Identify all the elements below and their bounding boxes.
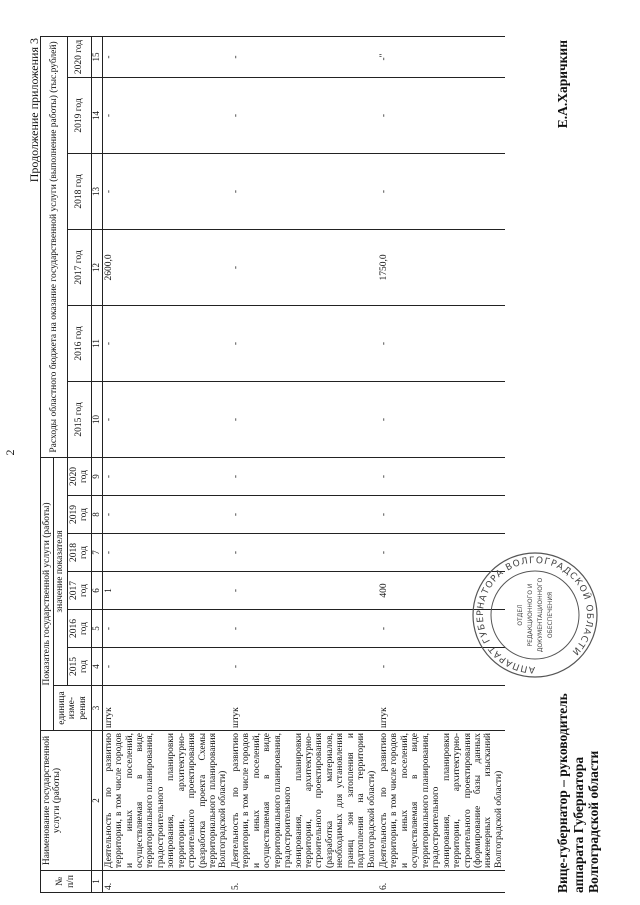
year-header: 2016 год bbox=[67, 305, 91, 381]
indicator-value: - bbox=[230, 648, 378, 686]
year-header: 2015 год bbox=[67, 381, 91, 457]
year-header: 2019 год bbox=[67, 77, 91, 153]
column-number: 9 bbox=[91, 457, 102, 495]
column-number: 1 bbox=[91, 871, 102, 893]
column-number-row bbox=[91, 36, 102, 892]
expense-value: - bbox=[230, 36, 378, 77]
expense-value: 1750,0 bbox=[378, 229, 505, 305]
expense-value: - bbox=[378, 305, 505, 381]
year-header: 2015 год bbox=[67, 648, 91, 686]
header-indicator: Показатель государственной услуги (работы) bbox=[41, 457, 54, 730]
expense-value: - bbox=[378, 77, 505, 153]
table-row bbox=[378, 36, 505, 892]
indicator-value: - bbox=[378, 496, 505, 534]
year-header: 2016 год bbox=[67, 610, 91, 648]
signatory-position bbox=[555, 693, 602, 893]
header-service-name: Наименование государственной услуги (работы) bbox=[41, 731, 92, 871]
table-row bbox=[230, 36, 378, 892]
expense-value: - bbox=[102, 36, 230, 77]
column-number: 4 bbox=[91, 648, 102, 686]
expense-value: - bbox=[230, 153, 378, 229]
indicator-value: - bbox=[102, 457, 230, 495]
expense-value: - bbox=[230, 77, 378, 153]
year-header: 2018 год bbox=[67, 534, 91, 572]
column-number: 6 bbox=[91, 572, 102, 610]
column-number: 2 bbox=[91, 731, 102, 871]
seal-inner-text: ДОКУМЕНТАЦИОННОГО bbox=[537, 577, 544, 653]
service-name: Деятельность по развитию территории, в том числе городов и иных поселений, осуществляемая в виде территориального планирования, градостроительного зонирования, планировки территории, архитектурно-строительного проектирования (формирование базы данных инженерных изысканий Волгоградской области) bbox=[378, 731, 505, 871]
signatory-position-line: аппарата Губернатора bbox=[570, 756, 586, 893]
column-number: 11 bbox=[91, 305, 102, 381]
signatory-position-line: Вице-губернатор – руководитель bbox=[555, 693, 570, 893]
column-number: 14 bbox=[91, 77, 102, 153]
unit: штук bbox=[378, 686, 505, 731]
indicator-value: - bbox=[102, 496, 230, 534]
appendix-continuation-label: Продолжение приложения 3 bbox=[27, 38, 41, 183]
year-header: 2017 год bbox=[67, 229, 91, 305]
indicator-value: - bbox=[230, 610, 378, 648]
service-name: Деятельность по развитию территории, в том числе городов и иных поселений, осуществляемая в виде территориального планирования, градостроительного зонирования, планировки территории, архитектурно-строительного проектирования (разработка материалов, необходимых для установления границ зон затопления и подтопления на территории Волгоградской области) bbox=[230, 731, 378, 871]
indicator-value: 400 bbox=[378, 572, 505, 610]
column-number: 15 bbox=[91, 36, 102, 77]
column-number: 5 bbox=[91, 610, 102, 648]
column-number: 10 bbox=[91, 381, 102, 457]
column-number: 12 bbox=[91, 229, 102, 305]
expense-value: - bbox=[102, 153, 230, 229]
signatory-position-line: Волгоградской области bbox=[586, 750, 602, 893]
indicator-value: 1 bbox=[102, 572, 230, 610]
indicator-value: - bbox=[102, 534, 230, 572]
expense-value: - bbox=[230, 305, 378, 381]
year-header: 2017 год bbox=[67, 572, 91, 610]
year-header: 2020 год bbox=[67, 36, 91, 77]
seal-outer-text: АППАРАТ ГУБЕРНАТОРА ВОЛГОГРАДСКОЙ ОБЛАСТИ bbox=[475, 555, 595, 675]
indicator-value: - bbox=[378, 648, 505, 686]
expense-value: - bbox=[102, 381, 230, 457]
seal-inner-text: ОБЕСПЕЧЕНИЯ bbox=[547, 591, 554, 639]
services-table bbox=[40, 36, 505, 893]
expense-value: - bbox=[102, 305, 230, 381]
expense-value: - bbox=[378, 153, 505, 229]
indicator-value: - bbox=[102, 648, 230, 686]
indicator-value: - bbox=[230, 572, 378, 610]
seal-inner-text: РЕДАКЦИОННОГО И bbox=[527, 583, 534, 647]
year-header: 2018 год bbox=[67, 153, 91, 229]
indicator-value: - bbox=[378, 610, 505, 648]
row-number: 6. bbox=[378, 871, 505, 893]
unit: штук bbox=[102, 686, 230, 731]
page-number: 2 bbox=[3, 449, 17, 456]
column-number: 13 bbox=[91, 153, 102, 229]
svg-text:АППАРАТ ГУБЕРНАТОРА ВОЛГОГРАДС bbox=[476, 556, 594, 674]
indicator-value: - bbox=[230, 496, 378, 534]
expense-value: - bbox=[230, 229, 378, 305]
row-number: 5. bbox=[230, 871, 378, 893]
expense-value: 2600,0 bbox=[102, 229, 230, 305]
table-row bbox=[102, 36, 230, 892]
column-number: 8 bbox=[91, 496, 102, 534]
indicator-value: - bbox=[102, 610, 230, 648]
seal-inner-text: ОТДЕЛ bbox=[517, 604, 524, 626]
indicator-value: - bbox=[230, 534, 378, 572]
header-number: № п/п bbox=[41, 871, 92, 893]
expense-value: -" bbox=[378, 36, 505, 77]
header-expenses: Расходы областного бюджета на оказание государственной услуги (выполнение работы) (тыс.рублей) bbox=[41, 36, 68, 457]
official-seal-stamp bbox=[470, 550, 600, 680]
year-header: 2019 год bbox=[67, 496, 91, 534]
column-number: 7 bbox=[91, 534, 102, 572]
signatory-name: Е.А.Харичкин bbox=[555, 40, 570, 129]
unit: штук bbox=[230, 686, 378, 731]
indicator-value: - bbox=[378, 457, 505, 495]
header-unit: единица изме-рения bbox=[54, 686, 91, 731]
expense-value: - bbox=[102, 77, 230, 153]
expense-value: - bbox=[230, 381, 378, 457]
row-number: 4. bbox=[102, 871, 230, 893]
expense-value: - bbox=[378, 381, 505, 457]
service-name: Деятельность по развитию территории, в том числе городов и иных поселений, осуществляемая в виде территориального планирования, градостроительного зонирования, планировки территории, архитектурно-строительного проектирования (разработка проекта Схемы территориального планирования Волгоградской области) bbox=[102, 731, 230, 871]
column-number: 3 bbox=[91, 686, 102, 731]
year-header: 2020 год bbox=[67, 457, 91, 495]
indicator-value: - bbox=[230, 457, 378, 495]
header-value: значение показателя bbox=[54, 457, 67, 685]
indicator-value: - bbox=[378, 534, 505, 572]
